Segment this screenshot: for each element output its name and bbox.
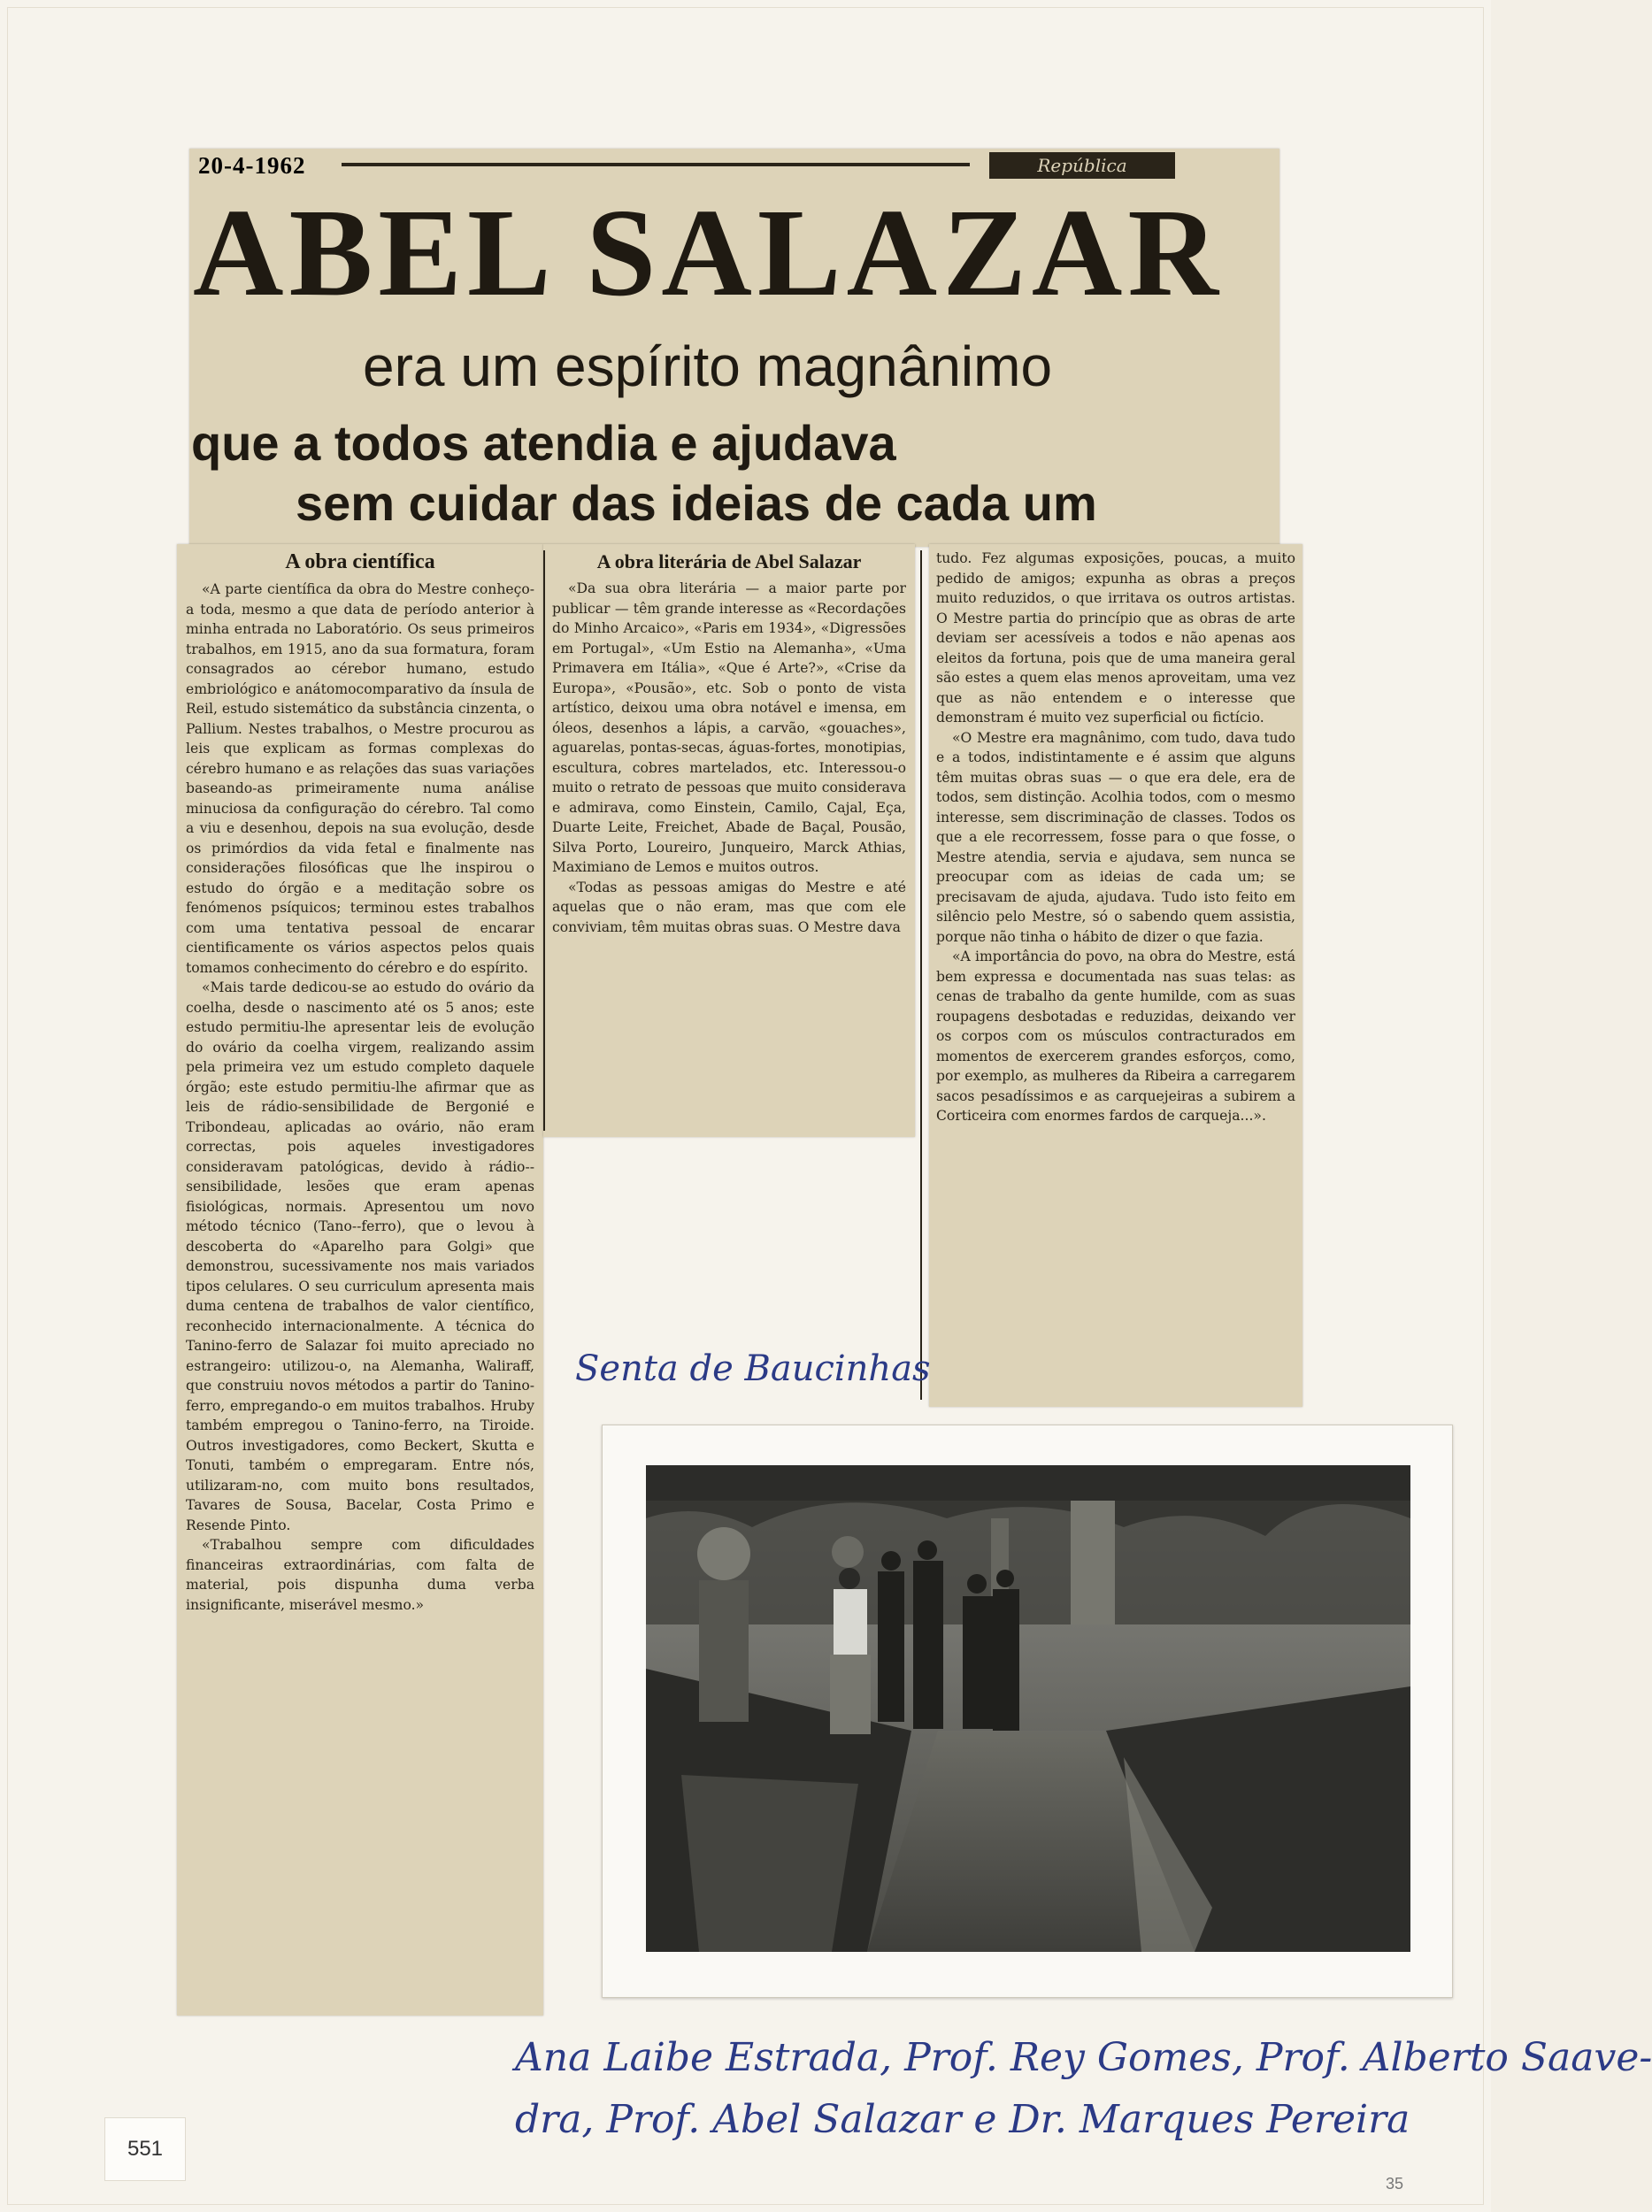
column-1-paragraph: «Mais tarde dedicou-se ao estudo do ovário da coelha, desde o nascimento até os 5 anos; este estudo permitiu-lhe apresentar leis de evolução do ovário da coelha virgem, realizando assim pela primeira vez um estudo completo daquele órgão; este estudo permitiu-lhe afirmar que as leis de rádio-sensibilidade de Bergonié e Tribondeau, aplicadas ao ovário, não eram correctas, pois aqueles investigadores consideravam patológicas, devido à rádio--sensibilidade, lesões que eram apenas fisiológicas, normais. Apresentou um novo método técnico (Tano--ferro), que o levou à descoberta do «Aparelho para Golgi» que demonstrou, sucessivamente nos mais variados tipos celulares. O seu curriculum apresenta mais duma centena de trabalhos de valor científico, reconhecido internacionalmente. A técnica do Tanino-ferro de Salazar foi muito apreciado no estrangeiro: utilizou-o, na Alemanha, Waliraff, que construiu novos métodos a partir do Tanino-ferro, empregando-o em muitos trabalhos. Hruby também empregou o Tanino-ferro, na Tiroide. Outros investigadores, como Beckert, Skutta e Tonuti, também o empregaram. Entre nós, utilizaram-no, com muito bons resultados, Tavares de Sousa, Bacelar, Costa Primo e Resende Pinto. — [186, 979, 534, 1533]
names-handwriting-line-1: Ana Laibe Estrada, Prof. Rey Gomes, Prof. Alberto Saave- — [515, 2035, 1652, 2080]
headline: ABEL SALAZAR — [193, 182, 1224, 322]
subheadline-2: que a todos atendia e ajudava — [191, 415, 896, 471]
subheadline-3: sem cuidar das ideias de cada um — [296, 475, 1097, 531]
column-1-text — [186, 580, 534, 1615]
column-2-paragraph: «Da sua obra literária — a maior parte por publicar — têm grande interesse as «Recordações do Minho Arcaico», «Paris em 1934», «Digressões em Portugal», «Um Estio na Alemanha», «Uma Primavera em Itália», «Que é Arte?», «Crise da Europa», «Pousão», etc. Sob o ponto de vista artístico, deixou uma obra notável e imensa, em óleos, desenhos a lápis, a carvão, «gouaches», aguarelas, pontas-secas, águas-fortes, monotipias, escultura, cobres martelados, etc. Interessou-o muito o retrato de pessoas que muito considerava e admirava, como Einstein, Camilo, Cajal, Eça, Duarte Leite, Freichet, Abade de Baçal, Pousão, Silva Porto, Loureiro, Junqueiro, Marck Athias, Maximiano de Lemos e muitos outros. — [552, 580, 906, 875]
column-2-text — [552, 579, 906, 937]
column-3-paragraph: tudo. Fez algumas exposições, poucas, a muito pedido de amigos; expunha as obras a preços muito reduzidos, o que irritava os outros artistas. O Mestre partia do princípio que as obras de arte deviam ser acessíveis a todos e não apenas aos eleitos da fortuna, pois que de uma maneira geral são estes a quem elas menos aproveitam, uma vez que as não entendem e o interesse que demonstram é muito vez superficial ou fictício. — [936, 550, 1295, 726]
column-2 — [552, 550, 906, 1131]
column-3-paragraph: «O Mestre era magnânimo, com tudo, dava tudo e a todos, indistintamente e é assim que alguns têm muitas obras suas — o que era dele, era de todos, sem distinção. Acolhia todos, com o mesmo interesse, sem discriminação de classes. Todos os que a ele recorressem, fosse para o que fosse, o Mestre atendia, servia e ajudava, sem nunca se preocupar com as ideias de cada um; se precisavam de ajuda, ajudava. Tudo isto feito em silêncio pelo Mestre, só o sabendo quem assistia, porque não tinha o hábito de dizer o que fazia. — [936, 729, 1295, 945]
garden-scene-image — [646, 1465, 1410, 1952]
subheadline-1: era um espírito magnânimo — [363, 334, 1053, 398]
column-2-title: A obra literária de Abel Salazar — [596, 550, 862, 572]
corner-number: 35 — [1386, 2175, 1404, 2193]
column-2-paragraph: «Todas as pessoas amigas do Mestre e até aquelas que o não eram, mas que com ele conviviam, têm muitas obras suas. O Mestre dava — [552, 879, 906, 935]
page-number-label: 551 — [104, 2117, 186, 2181]
column-3-text — [936, 549, 1295, 1126]
top-rule — [342, 163, 970, 166]
column-1-title: A obra científica — [285, 550, 435, 573]
names-handwriting-line-2: dra, Prof. Abel Salazar e Dr. Marques Pereira — [515, 2097, 1410, 2142]
clipping-date: 20-4-1962 — [198, 152, 306, 179]
group-photograph — [646, 1465, 1410, 1952]
column-1 — [186, 550, 534, 2008]
column-3 — [936, 549, 1295, 1400]
column-3-paragraph: «A importância do povo, na obra do Mestre, está bem expressa e documentada nas suas telas: as cenas de trabalho da gente humilde, com as suas roupagens desbotadas e reduzidas, deixando ver os corpos com os músculos contracturados em momentos de exercerem grandes esforços, como, por exemplo, as mulheres da Ribeira a carregarem sacos pesadíssimos e as carquejeiras a subirem a Corticeira com enormes fardos de carqueja...». — [936, 949, 1295, 1124]
newspaper-masthead: República — [989, 152, 1175, 179]
column-1-paragraph: «Trabalhou sempre com dificuldades financeiras extraordinárias, com falta de material, pois dispunha duma verba insignificante, miserável mesmo.» — [186, 1537, 534, 1613]
column-rule — [920, 550, 922, 1400]
photo-caption-handwriting: Senta de Baucinhas — [575, 1348, 931, 1389]
column-1-paragraph: «A parte científica da obra do Mestre conheço-a toda, mesmo a que data de período anterior à minha entrada no Laboratório. Os seus primeiros trabalhos, em 1915, ano da sua formatura, foram consagrados ao cérebor humano, estudo embriológico e anátomocomparativo da ínsula de Reil, estudo sistemático da substância cinzenta, o Pallium. Nestes trabalhos, o Mestre procurou as leis que explicam as formas complexas do cérebro humano e as relações das suas variações baseando-as primeiramente numa análise minuciosa da configuração do cérebro. Tal como a viu e desenhou, depois na sua evolução, desde os primórdios da vida fetal e finalmente nas considerações filosóficas que lhe inspirou o estudo do órgão e a meditação sobre os fenómenos psíquicos; terminou estes trabalhos com uma tentativa pessoal de encarar cientificamente os vários aspectos pelos quais tomamos conhecimento do cérebro e do espírito. — [186, 581, 534, 976]
column-rule — [543, 550, 545, 1131]
